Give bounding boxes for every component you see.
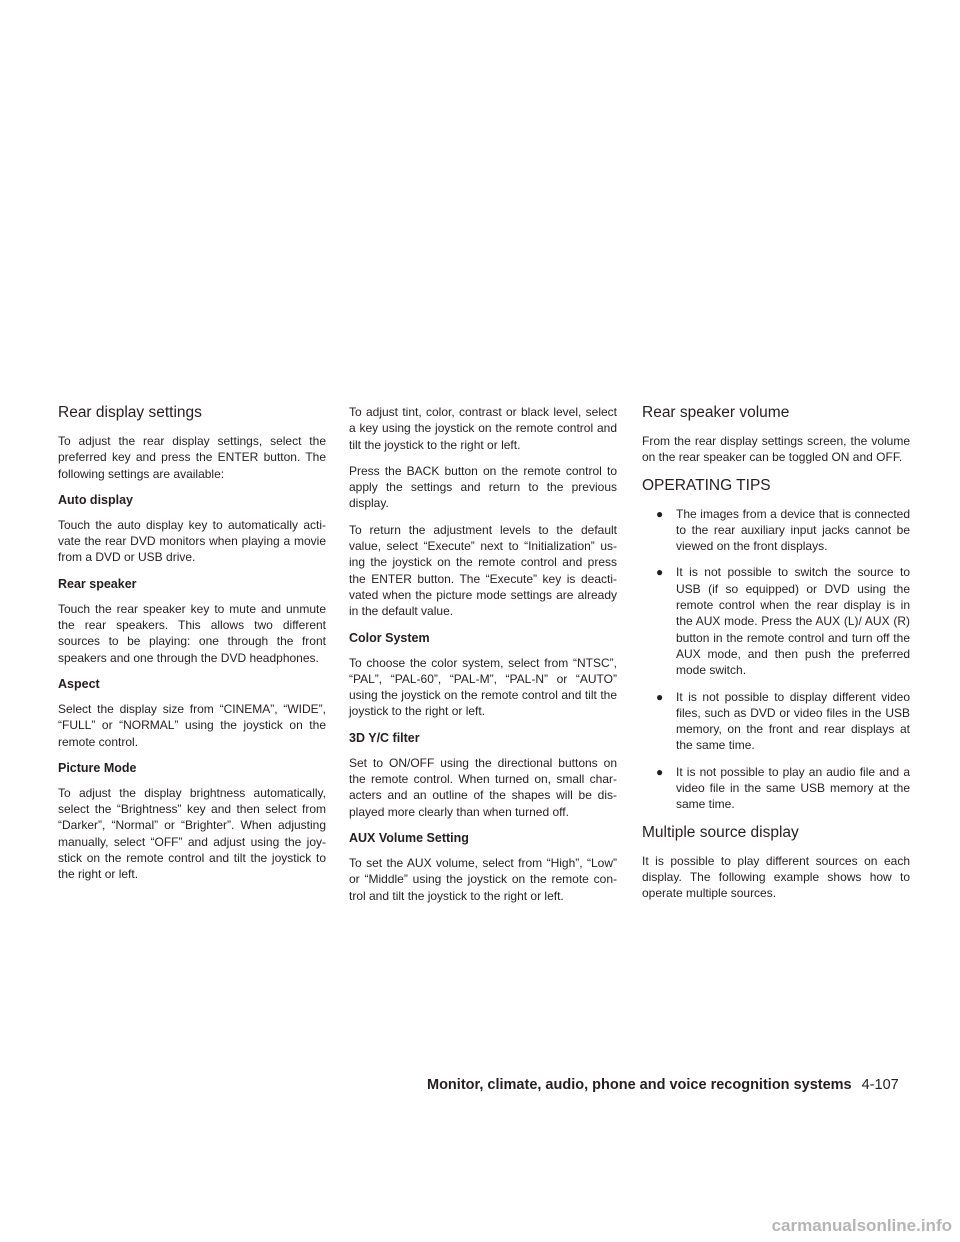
page-number: 4-107 bbox=[861, 1077, 899, 1093]
paragraph-aspect: Select the display size from “CINEMA”, “WIDE”, “FULL” or “NORMAL” using the joystick on the remote control. bbox=[58, 701, 326, 749]
paragraph-auto-display: Touch the auto display key to automatically acti- vate the rear DVD monitors when playing a movie from a DVD or USB drive. bbox=[58, 517, 326, 565]
paragraph-back-button: Press the BACK button on the remote control to apply the settings and return to the previous display. bbox=[349, 463, 617, 511]
list-item bbox=[642, 564, 910, 678]
paragraph-3d-yc-filter: Set to ON/OFF using the directional buttons on the remote control. When turned on, small char- acters and an outline of the shapes will be dis- played more clearly than when turned off. bbox=[349, 755, 617, 819]
subheading-aux-volume: AUX Volume Setting bbox=[349, 830, 469, 845]
paragraph-default: To return the adjustment levels to the default value, select “Execute” next to “Initialization” us- ing the joystick on the remote control and press the ENTER button. The “Execute” key is deacti- vated when the picture mode settings are already in the default value. bbox=[349, 522, 617, 619]
column-right bbox=[642, 403, 910, 912]
section-heading-rear-display-settings: Rear display settings bbox=[58, 404, 202, 421]
tip-text: It is not possible to display different video files, such as DVD or video files in the USB memory, on the front and rear displays at the same time. bbox=[676, 689, 910, 753]
tip-text: The images from a device that is connected to the rear auxiliary input jacks cannot be viewed on the front displays. bbox=[676, 506, 910, 554]
paragraph-rear-speaker: Touch the rear speaker key to mute and unmute the rear speakers. This allows two different sources to be playing: one through the front speakers and one through the DVD headphones. bbox=[58, 601, 326, 665]
subheading-aspect: Aspect bbox=[58, 676, 100, 691]
paragraph-multiple-source: It is possible to play different sources on each display. The following example shows how to operate multiple sources. bbox=[642, 853, 910, 901]
list-item bbox=[642, 506, 910, 555]
section-heading-operating-tips: OPERATING TIPS bbox=[642, 476, 771, 494]
column-middle bbox=[349, 404, 617, 914]
section-heading-multiple-source: Multiple source display bbox=[642, 823, 799, 841]
subheading-rear-speaker: Rear speaker bbox=[58, 576, 137, 591]
list-item bbox=[642, 689, 910, 754]
paragraph-aux-volume: To set the AUX volume, select from “High”, “Low” or “Middle” using the joystick on the remote con- trol and tilt the joystick to the right or left. bbox=[349, 855, 617, 903]
operating-tips-list bbox=[642, 506, 910, 813]
page-footer bbox=[427, 1075, 905, 1095]
paragraph-color-system: To choose the color system, select from “NTSC”, “PAL”, “PAL-60”, “PAL-M”, “PAL-N” or “AUTO” using the joystick on the remote control and tilt the joystick to the right or left. bbox=[349, 655, 617, 719]
watermark: carmanualsonline.info bbox=[771, 1216, 952, 1235]
list-item bbox=[642, 764, 910, 813]
bullet-icon: ● bbox=[656, 565, 664, 580]
bullet-icon: ● bbox=[656, 506, 664, 521]
tip-text: It is not possible to play an audio file and a video file in the same USB memory at the same time. bbox=[676, 764, 910, 812]
column-left bbox=[58, 403, 326, 893]
section-heading-rear-speaker-volume: Rear speaker volume bbox=[642, 404, 790, 421]
subheading-auto-display: Auto display bbox=[58, 492, 134, 507]
paragraph-rear-speaker-volume: From the rear display settings screen, the volume on the rear speaker can be toggled ON and OFF. bbox=[642, 434, 910, 465]
paragraph-intro: To adjust the rear display settings, select the preferred key and press the ENTER button. The following settings are available: bbox=[58, 434, 326, 481]
paragraph-picture-mode: To adjust the display brightness automatically, select the “Brightness” key and then select from “Darker”, “Normal” or “Brighter”. When adjusting manually, select “OFF” and adjust using the joy- stick on the remote control and tilt the joystick to the right or left. bbox=[58, 785, 326, 882]
subheading-picture-mode: Picture Mode bbox=[58, 760, 137, 775]
tip-text: It is not possible to switch the source to USB (if so equipped) or DVD using the remote control when the rear display is in the AUX mode. Press the AUX (L)/ AUX (R) button in the remote control and turn off the AUX mode, and then push the preferred mode switch. bbox=[676, 565, 910, 678]
subheading-3d-yc-filter: 3D Y/C filter bbox=[349, 730, 420, 745]
footer-section-title: Monitor, climate, audio, phone and voice recognition systems bbox=[427, 1077, 852, 1093]
subheading-color-system: Color System bbox=[349, 630, 430, 645]
paragraph-tint: To adjust tint, color, contrast or black level, select a key using the joystick on the remote control and tilt the joystick to the right or left. bbox=[349, 405, 617, 452]
bullet-icon: ● bbox=[656, 689, 664, 704]
bullet-icon: ● bbox=[656, 764, 664, 779]
